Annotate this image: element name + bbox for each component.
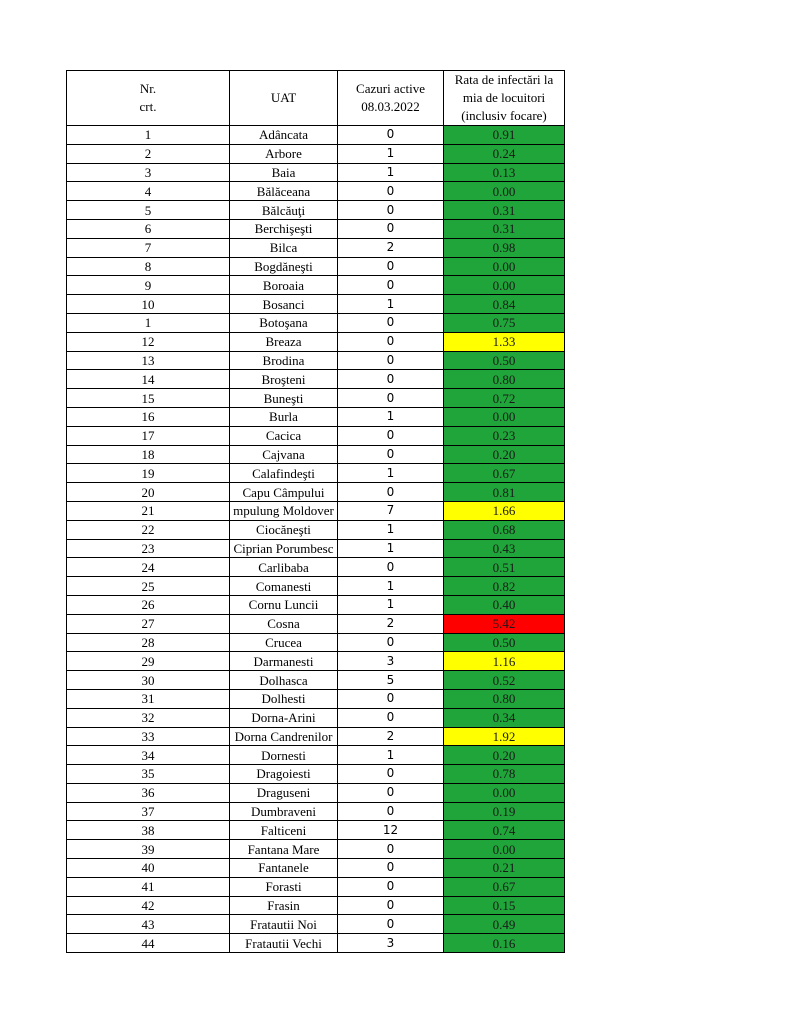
header-nr-line-1: Nr.: [139, 81, 157, 96]
uat-name-cell: Bogdăneşti: [230, 257, 338, 276]
active-cases-cell: 0: [338, 708, 444, 727]
row-number-cell: 37: [67, 802, 230, 821]
active-cases-cell: 0: [338, 896, 444, 915]
active-cases-cell: 0: [338, 126, 444, 145]
uat-name-cell: Baia: [230, 163, 338, 182]
table-row: [67, 163, 565, 182]
row-number-cell: 27: [67, 614, 230, 633]
infection-rate-cell: 0.00: [444, 257, 565, 276]
infection-rate-cell: 0.31: [444, 201, 565, 220]
active-cases-cell: 0: [338, 877, 444, 896]
active-cases-cell: 0: [338, 201, 444, 220]
row-number-cell: 36: [67, 783, 230, 802]
infection-rate-cell: 1.16: [444, 652, 565, 671]
uat-name-cell: Bosanci: [230, 295, 338, 314]
active-cases-cell: 1: [338, 407, 444, 426]
row-number-cell: 16: [67, 407, 230, 426]
row-number-cell: 9: [67, 276, 230, 295]
infection-rate-cell: 0.98: [444, 238, 565, 257]
table-row: [67, 671, 565, 690]
table-row: [67, 313, 565, 332]
row-number-cell: 3: [67, 163, 230, 182]
uat-name-cell: Darmanesti: [230, 652, 338, 671]
infection-rate-cell: 1.92: [444, 727, 565, 746]
infection-rate-cell: 0.16: [444, 934, 565, 953]
row-number-cell: 40: [67, 859, 230, 878]
row-number-cell: 38: [67, 821, 230, 840]
row-number-cell: 19: [67, 464, 230, 483]
row-number-cell: 39: [67, 840, 230, 859]
infection-rate-cell: 0.81: [444, 483, 565, 502]
active-cases-cell: 3: [338, 934, 444, 953]
uat-name-cell: Cacica: [230, 426, 338, 445]
row-number-cell: 34: [67, 746, 230, 765]
table-row: [67, 821, 565, 840]
row-number-cell: 30: [67, 671, 230, 690]
infection-rate-cell: 0.34: [444, 708, 565, 727]
active-cases-cell: 12: [338, 821, 444, 840]
row-number-cell: 20: [67, 483, 230, 502]
row-number-cell: 43: [67, 915, 230, 934]
infection-rate-cell: 0.23: [444, 426, 565, 445]
header-rate-line-1: Rata de infectări la: [454, 72, 554, 87]
infection-rate-cell: 1.33: [444, 332, 565, 351]
table-row: [67, 896, 565, 915]
active-cases-cell: 1: [338, 163, 444, 182]
uat-name-cell: Fratautii Noi: [230, 915, 338, 934]
table-row: [67, 332, 565, 351]
row-number-cell: 44: [67, 934, 230, 953]
active-cases-cell: 7: [338, 501, 444, 520]
infection-rate-cell: 0.52: [444, 671, 565, 690]
infection-rate-cell: 0.67: [444, 464, 565, 483]
infection-rate-cell: 0.51: [444, 558, 565, 577]
table-row: [67, 370, 565, 389]
active-cases-cell: 1: [338, 577, 444, 596]
infection-rate-cell: 0.19: [444, 802, 565, 821]
active-cases-cell: 0: [338, 689, 444, 708]
header-nr-line-2: crt.: [139, 99, 157, 114]
table-row: [67, 614, 565, 633]
header-row: [67, 71, 565, 126]
row-number-cell: 18: [67, 445, 230, 464]
row-number-cell: 26: [67, 595, 230, 614]
uat-name-cell: Bălcăuţi: [230, 201, 338, 220]
infection-rate-cell: 0.24: [444, 144, 565, 163]
row-number-cell: 5: [67, 201, 230, 220]
infection-rate-cell: 0.75: [444, 313, 565, 332]
row-number-cell: 33: [67, 727, 230, 746]
uat-name-cell: Dornesti: [230, 746, 338, 765]
active-cases-cell: 0: [338, 313, 444, 332]
table-row: [67, 407, 565, 426]
row-number-cell: 31: [67, 689, 230, 708]
infection-rate-cell: 0.00: [444, 407, 565, 426]
active-cases-cell: 2: [338, 727, 444, 746]
header-uat: [230, 71, 338, 126]
header-active-cases: [338, 71, 444, 126]
row-number-cell: 7: [67, 238, 230, 257]
header-cases-line-1: Cazuri active: [356, 81, 425, 96]
uat-name-cell: Forasti: [230, 877, 338, 896]
infection-rate-cell: 5.42: [444, 614, 565, 633]
table-row: [67, 859, 565, 878]
row-number-cell: 12: [67, 332, 230, 351]
table-row: [67, 257, 565, 276]
row-number-cell: 25: [67, 577, 230, 596]
active-cases-cell: 1: [338, 539, 444, 558]
infection-rate-cell: 0.20: [444, 445, 565, 464]
active-cases-cell: 0: [338, 426, 444, 445]
table-row: [67, 219, 565, 238]
infection-rate-cell: 0.74: [444, 821, 565, 840]
table-row: [67, 182, 565, 201]
table-row: [67, 746, 565, 765]
infection-rate-cell: 0.50: [444, 351, 565, 370]
table-row: [67, 144, 565, 163]
row-number-cell: 14: [67, 370, 230, 389]
infection-rate-cell: 0.84: [444, 295, 565, 314]
active-cases-cell: 1: [338, 746, 444, 765]
table-row: [67, 877, 565, 896]
infection-rate-cell: 0.20: [444, 746, 565, 765]
uat-name-cell: Bălăceana: [230, 182, 338, 201]
infection-rate-cell: 0.40: [444, 595, 565, 614]
row-number-cell: 17: [67, 426, 230, 445]
row-number-cell: 8: [67, 257, 230, 276]
uat-name-cell: Frasin: [230, 896, 338, 915]
infection-rate-cell: 0.00: [444, 783, 565, 802]
uat-name-cell: Botoşana: [230, 313, 338, 332]
row-number-cell: 28: [67, 633, 230, 652]
row-number-cell: 15: [67, 389, 230, 408]
uat-name-cell: Ciocăneşti: [230, 520, 338, 539]
header-nr-crt: [67, 71, 230, 126]
active-cases-cell: 0: [338, 783, 444, 802]
table-row: [67, 426, 565, 445]
uat-name-cell: Berchişeşti: [230, 219, 338, 238]
uat-name-cell: Burla: [230, 407, 338, 426]
row-number-cell: 2: [67, 144, 230, 163]
uat-name-cell: Dorna-Arini: [230, 708, 338, 727]
active-cases-cell: 1: [338, 295, 444, 314]
table-row: [67, 295, 565, 314]
uat-name-cell: Fantana Mare: [230, 840, 338, 859]
row-number-cell: 1: [67, 313, 230, 332]
active-cases-cell: 0: [338, 219, 444, 238]
header-rate-line-2: mia de locuitori: [462, 90, 546, 105]
row-number-cell: 42: [67, 896, 230, 915]
uat-name-cell: Adâncata: [230, 126, 338, 145]
row-number-cell: 41: [67, 877, 230, 896]
uat-name-cell: Dorna Candrenilor: [230, 727, 338, 746]
active-cases-cell: 5: [338, 671, 444, 690]
uat-name-cell: Brodina: [230, 351, 338, 370]
table-header: [67, 71, 565, 126]
header-infection-rate: [444, 71, 565, 126]
infection-rate-cell: 0.67: [444, 877, 565, 896]
active-cases-cell: 0: [338, 351, 444, 370]
table-row: [67, 276, 565, 295]
uat-name-cell: Buneşti: [230, 389, 338, 408]
infection-rate-cell: 0.15: [444, 896, 565, 915]
table-row: [67, 802, 565, 821]
infection-rate-cell: 0.91: [444, 126, 565, 145]
active-cases-cell: 0: [338, 389, 444, 408]
active-cases-cell: 1: [338, 144, 444, 163]
table-row: [67, 727, 565, 746]
table-row: [67, 934, 565, 953]
table-row: [67, 577, 565, 596]
infection-rate-cell: 0.68: [444, 520, 565, 539]
uat-name-cell: Cajvana: [230, 445, 338, 464]
table-row: [67, 783, 565, 802]
infection-rate-cell: 0.13: [444, 163, 565, 182]
active-cases-cell: 3: [338, 652, 444, 671]
header-rate-line-3: (inclusiv focare): [461, 108, 547, 123]
uat-name-cell: Fantanele: [230, 859, 338, 878]
row-number-cell: 35: [67, 765, 230, 784]
active-cases-cell: 0: [338, 765, 444, 784]
infection-rate-cell: 0.80: [444, 370, 565, 389]
uat-name-cell: Dragoiesti: [230, 765, 338, 784]
infection-rate-cell: 0.80: [444, 689, 565, 708]
table-row: [67, 595, 565, 614]
active-cases-cell: 0: [338, 276, 444, 295]
row-number-cell: 32: [67, 708, 230, 727]
uat-name-cell: Carlibaba: [230, 558, 338, 577]
active-cases-cell: 0: [338, 558, 444, 577]
table-row: [67, 539, 565, 558]
infection-rate-table: [66, 70, 565, 953]
uat-name-cell: Falticeni: [230, 821, 338, 840]
table-row: [67, 708, 565, 727]
row-number-cell: 23: [67, 539, 230, 558]
uat-name-cell: Draguseni: [230, 783, 338, 802]
active-cases-cell: 1: [338, 520, 444, 539]
uat-name-cell: Dumbraveni: [230, 802, 338, 821]
active-cases-cell: 0: [338, 483, 444, 502]
row-number-cell: 6: [67, 219, 230, 238]
uat-name-cell: Broşteni: [230, 370, 338, 389]
table-row: [67, 201, 565, 220]
header-uat-label: UAT: [270, 90, 297, 105]
row-number-cell: 24: [67, 558, 230, 577]
infection-rate-cell: 0.82: [444, 577, 565, 596]
uat-name-cell: Arbore: [230, 144, 338, 163]
uat-name-cell: Crucea: [230, 633, 338, 652]
infection-rate-cell: 1.66: [444, 501, 565, 520]
infection-rate-cell: 0.78: [444, 765, 565, 784]
active-cases-cell: 0: [338, 445, 444, 464]
table-row: [67, 915, 565, 934]
table-row: [67, 126, 565, 145]
table-row: [67, 445, 565, 464]
uat-name-cell: Fratautii Vechi: [230, 934, 338, 953]
row-number-cell: 13: [67, 351, 230, 370]
table-row: [67, 351, 565, 370]
header-cases-line-2: 08.03.2022: [361, 99, 420, 114]
uat-name-cell: Boroaia: [230, 276, 338, 295]
active-cases-cell: 0: [338, 859, 444, 878]
infection-rate-cell: 0.43: [444, 539, 565, 558]
uat-name-cell: Ciprian Porumbesc: [230, 539, 338, 558]
row-number-cell: 29: [67, 652, 230, 671]
infection-rate-cell: 0.49: [444, 915, 565, 934]
table-row: [67, 652, 565, 671]
table-row: [67, 238, 565, 257]
infection-rate-cell: 0.50: [444, 633, 565, 652]
table-row: [67, 840, 565, 859]
infection-rate-cell: 0.00: [444, 182, 565, 201]
infection-rate-cell: 0.00: [444, 840, 565, 859]
uat-name-cell: Cosna: [230, 614, 338, 633]
active-cases-cell: 1: [338, 464, 444, 483]
table-row: [67, 765, 565, 784]
infection-rate-cell: 0.31: [444, 219, 565, 238]
infection-rate-cell: 0.00: [444, 276, 565, 295]
row-number-cell: 21: [67, 501, 230, 520]
table-row: [67, 689, 565, 708]
row-number-cell: 22: [67, 520, 230, 539]
uat-name-cell: Bilca: [230, 238, 338, 257]
table-row: [67, 558, 565, 577]
table-row: [67, 464, 565, 483]
active-cases-cell: 0: [338, 257, 444, 276]
table-row: [67, 520, 565, 539]
row-number-cell: 10: [67, 295, 230, 314]
uat-name-cell: Capu Câmpului: [230, 483, 338, 502]
active-cases-cell: 0: [338, 915, 444, 934]
active-cases-cell: 0: [338, 182, 444, 201]
table-row: [67, 389, 565, 408]
active-cases-cell: 1: [338, 595, 444, 614]
uat-name-cell: Calafindeşti: [230, 464, 338, 483]
active-cases-cell: 0: [338, 802, 444, 821]
row-number-cell: 4: [67, 182, 230, 201]
infection-rate-cell: 0.21: [444, 859, 565, 878]
infection-rate-cell: 0.72: [444, 389, 565, 408]
active-cases-cell: 0: [338, 370, 444, 389]
uat-name-cell: Breaza: [230, 332, 338, 351]
table-body: [67, 126, 565, 953]
uat-name-cell: Cornu Luncii: [230, 595, 338, 614]
active-cases-cell: 0: [338, 332, 444, 351]
uat-name-cell: Dolhesti: [230, 689, 338, 708]
table-row: [67, 483, 565, 502]
uat-name-cell: Dolhasca: [230, 671, 338, 690]
uat-name-cell: mpulung Moldover: [230, 501, 338, 520]
uat-name-cell: Comanesti: [230, 577, 338, 596]
table-row: [67, 633, 565, 652]
active-cases-cell: 2: [338, 614, 444, 633]
table-row: [67, 501, 565, 520]
active-cases-cell: 0: [338, 633, 444, 652]
row-number-cell: 1: [67, 126, 230, 145]
active-cases-cell: 0: [338, 840, 444, 859]
active-cases-cell: 2: [338, 238, 444, 257]
